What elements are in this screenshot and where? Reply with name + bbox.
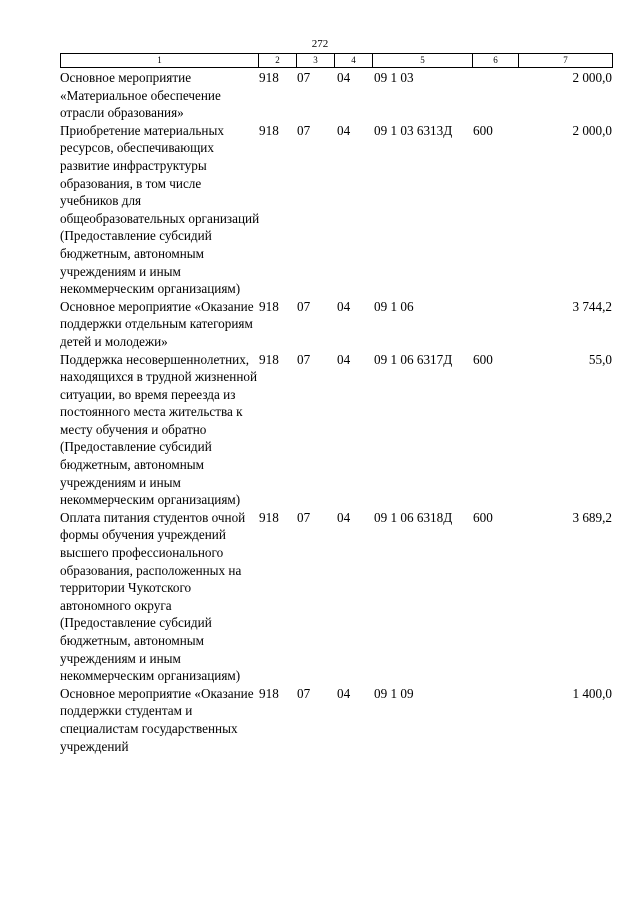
row-name: Оплата питания студентов очной формы обучения учреждений высшего профессионального образования, расположенных на территории Чукотского автономного округа (Предоставление субсидий бюджетным, автономным учреждениям и иным некоммерческим организациям) — [60, 509, 246, 684]
table-row — [60, 351, 612, 509]
row-section: 07 — [297, 509, 311, 525]
row-subsection: 04 — [337, 70, 351, 85]
row-name: Основное мероприятие «Оказание поддержки студентам и специалистам государственных учреждений — [60, 685, 254, 754]
row-subsection: 04 — [337, 122, 351, 138]
row-section: 07 — [297, 351, 311, 367]
row-amount: 2 000,0 — [572, 70, 612, 85]
row-ved: 918 — [259, 351, 279, 367]
column-header-7: 7 — [519, 54, 613, 68]
table-row — [60, 509, 612, 685]
column-header-5: 5 — [373, 54, 473, 68]
row-target-article: 09 1 03 6313Д — [374, 122, 453, 138]
row-subsection: 04 — [337, 509, 351, 525]
row-expense-type: 600 — [473, 351, 493, 367]
row-subsection: 04 — [337, 351, 351, 367]
row-target-article: 09 1 06 6318Д — [374, 509, 453, 525]
row-name: Приобретение материальных ресурсов, обеспечивающих развитие инфраструктуры образования, в том числе учебников для общеобразовательных организаций (Предоставление субсидий бюджетным, автономным учреждениям и иным некоммерческим организациям) — [60, 122, 260, 297]
row-expense-type: 600 — [473, 122, 493, 138]
table-row — [60, 69, 612, 122]
row-ved: 918 — [259, 122, 279, 138]
column-header-6: 6 — [473, 54, 519, 68]
column-header-3: 3 — [297, 54, 335, 68]
row-amount: 3 689,2 — [572, 509, 612, 525]
page-number: 272 — [311, 38, 329, 50]
row-target-article: 09 1 06 — [374, 298, 414, 314]
row-amount: 2 000,0 — [572, 122, 612, 138]
row-section: 07 — [297, 122, 311, 138]
row-ved: 918 — [259, 509, 279, 525]
row-section: 07 — [297, 685, 311, 701]
row-expense-type: 600 — [473, 509, 493, 525]
budget-table-body — [60, 69, 612, 755]
row-amount: 3 744,2 — [572, 298, 612, 314]
row-ved: 918 — [259, 685, 279, 701]
column-header-4: 4 — [335, 54, 373, 68]
table-row — [60, 298, 612, 351]
table-row — [60, 122, 612, 298]
row-target-article: 09 1 03 — [374, 70, 414, 85]
row-target-article: 09 1 06 6317Д — [374, 351, 453, 367]
row-subsection: 04 — [337, 685, 351, 701]
row-target-article: 09 1 09 — [374, 685, 414, 701]
row-section: 07 — [297, 298, 311, 314]
row-ved: 918 — [259, 70, 279, 85]
row-name: Основное мероприятие «Оказание поддержки отдельным категориям детей и молодежи» — [60, 298, 254, 349]
row-amount: 55,0 — [588, 351, 612, 367]
table-row — [60, 685, 612, 755]
column-header-row — [60, 53, 613, 68]
row-name: Основное мероприятие «Материальное обеспечение отрасли образования» — [60, 70, 221, 121]
row-amount: 1 400,0 — [572, 685, 612, 701]
row-ved: 918 — [259, 298, 279, 314]
column-header-2: 2 — [259, 54, 297, 68]
column-header-1: 1 — [61, 54, 259, 68]
row-name: Поддержка несовершеннолетних, находящихся в трудной жизненной ситуации, во время переезда из постоянного места жительства к месту обучения и обратно (Предоставление субсидий бюджетным, автономным учреждениям и иным некоммерческим организациям) — [60, 351, 258, 508]
row-section: 07 — [297, 70, 311, 85]
row-subsection: 04 — [337, 298, 351, 314]
